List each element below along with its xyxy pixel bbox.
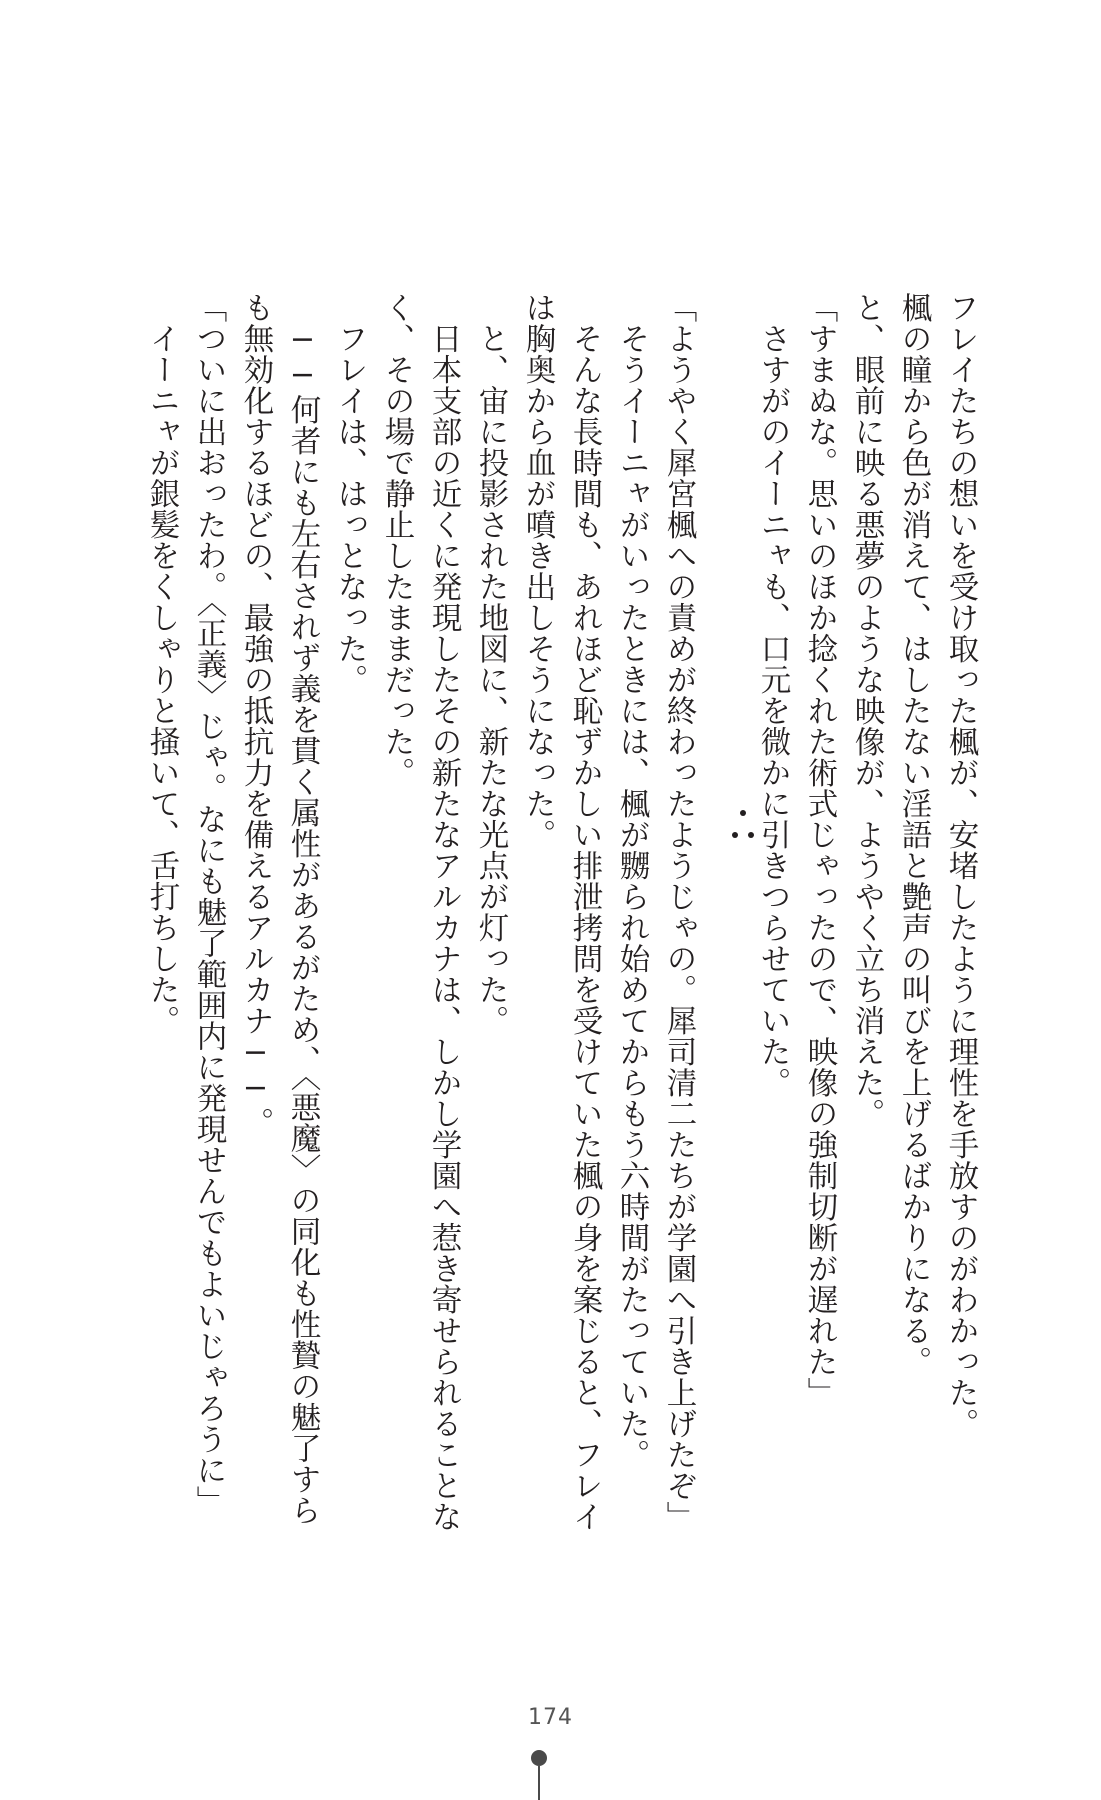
text-line: 楓の瞳から色が消えて、はしたない淫語と艶声の叫びを上げるばかりになる。	[896, 292, 931, 1377]
text-line: 「すまぬな。思いのほか捻くれた術式じゃったので、映像の強制切断が遅れた」	[802, 292, 837, 1408]
text-line: 「ついに出おったわ。〈正義〉じゃ。なにも魅了範囲内に発現せんでもよいじゃろうに」	[191, 292, 226, 1517]
text-line: く、その場で静止したままだった。	[379, 292, 414, 788]
text-line: 「ようやく犀宮楓への責めが終わったようじゃの。犀司清二たちが学園へ引き上げたぞ」	[661, 292, 696, 1532]
page-number: 174	[528, 1705, 573, 1730]
text-line: ──何者にも左右されず義を貫く属性があるがため、〈悪魔〉の同化も性贄の魅了すら	[285, 292, 320, 1526]
text-line: も無効化するほどの、最強の抵抗力を備えるアルカナ──。	[238, 292, 273, 1138]
text-line: そんな長時間も、あれほど恥ずかしい排泄拷問を受けていた楓の身を案じると、フレイ	[567, 292, 602, 1532]
text-line: イーニャが銀髪をくしゃりと掻いて、舌打ちした。	[144, 292, 179, 1036]
page-marker-line	[538, 1766, 540, 1800]
text-line: さすがのイーニャも、口元を微かに引きつらせていた。	[755, 292, 790, 1098]
text-line: 日本支部の近くに発現したその新たなアルカナは、しかし学園へ惹き寄せられることな	[426, 292, 461, 1532]
vertical-text-block	[120, 292, 980, 1532]
page-marker-dot	[531, 1750, 547, 1766]
text-line: は胸奥から血が噴き出しそうになった。	[520, 292, 555, 850]
text-line: と、宙に投影された地図に、新たな光点が灯った。	[473, 292, 508, 1036]
text-line: と、眼前に映る悪夢のような映像が、ようやく立ち消えた。	[849, 292, 884, 1129]
text-line: フレイは、はっとなった。	[332, 292, 367, 695]
scene-break-dots	[723, 802, 763, 872]
text-line: フレイたちの想いを受け取った楓が、安堵したように理性を手放すのがわかった。	[943, 292, 978, 1439]
text-line: そうイーニャがいったときには、楓が嬲られ始めてからもう六時間がたっていた。	[614, 292, 649, 1470]
